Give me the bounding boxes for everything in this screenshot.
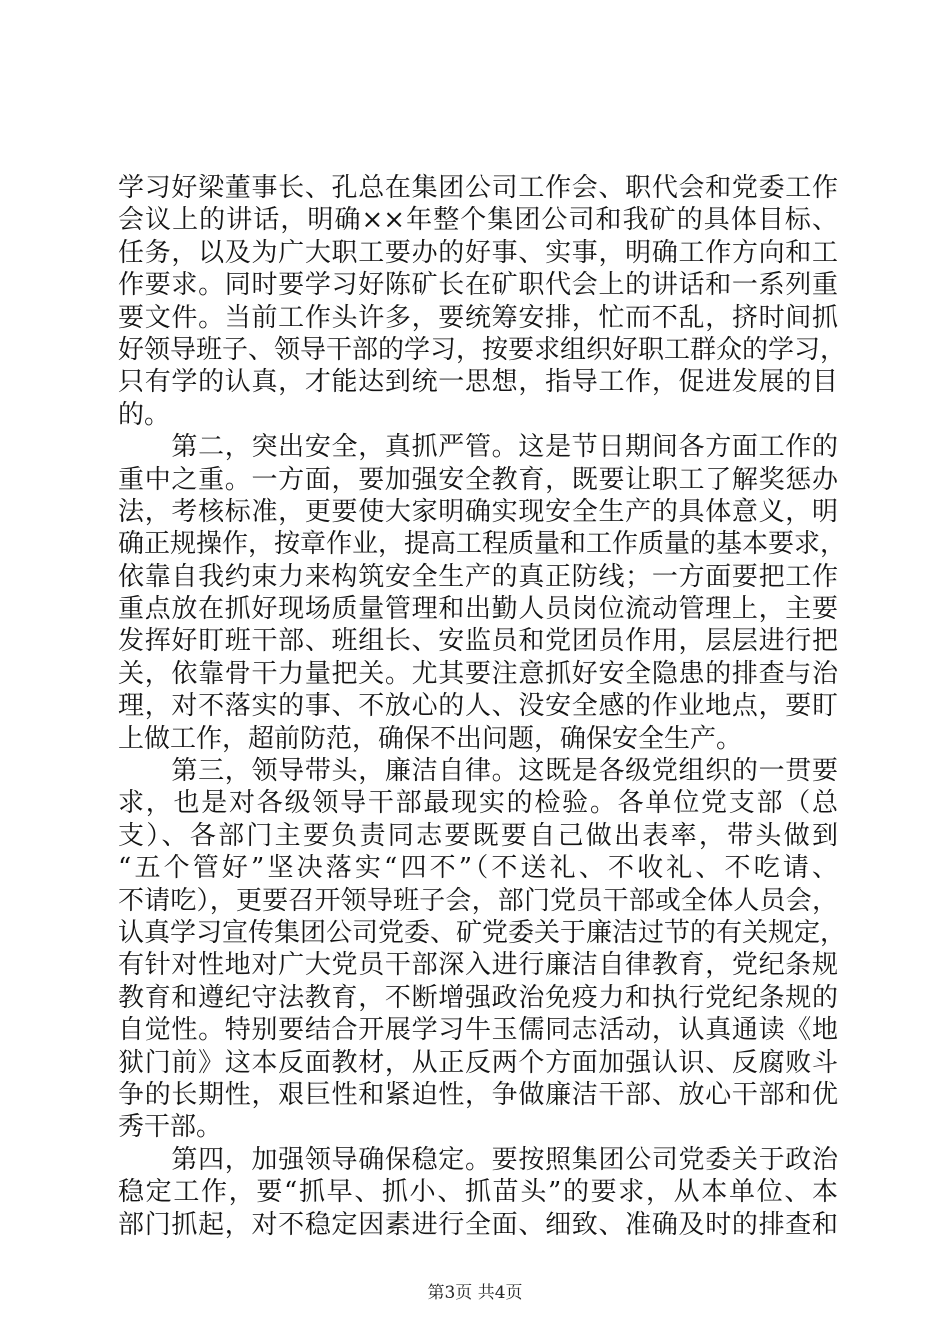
page-footer: 第3页 共4页 xyxy=(427,1283,523,1303)
text-line: 关，依靠骨干力量把关。尤其要注意抓好安全隐患的排查与治 xyxy=(118,658,838,689)
text-line: 依靠自我约束力来构筑安全生产的真正防线；一方面要把工作 xyxy=(118,561,838,592)
text-line: 教育和遵纪守法教育，不断增强政治免疫力和执行党纪条规的 xyxy=(118,982,838,1013)
text-line: 作要求。同时要学习好陈矿长在矿职代会上的讲话和一系列重 xyxy=(118,270,838,301)
text-line: 法，考核标准，更要使大家明确实现安全生产的具体意义，明 xyxy=(118,496,838,527)
text-line: 部门抓起，对不稳定因素进行全面、细致、准确及时的排查和 xyxy=(118,1209,838,1240)
document-body xyxy=(118,172,847,1241)
text-line: 发挥好盯班干部、班组长、安监员和党团员作用，层层进行把 xyxy=(118,626,838,657)
text-line: 稳定工作，要“抓早、抓小、抓苗头”的要求，从本单位、本 xyxy=(118,1177,838,1208)
text-line: “五个管好”坚决落实“四不”（不送礼、不收礼、不吃请、 xyxy=(118,853,838,884)
text-line: 学习好梁董事长、孔总在集团公司工作会、职代会和党委工作 xyxy=(118,173,838,203)
text-line: 认真学习宣传集团公司党委、矿党委关于廉洁过节的有关规定， xyxy=(118,917,847,948)
text-line: 支）、各部门主要负责同志要既要自己做出表率，带头做到 xyxy=(118,820,838,851)
text-line: 第四，加强领导确保稳定。要按照集团公司党委关于政治 xyxy=(118,1144,838,1175)
text-line: 第三，领导带头，廉洁自律。这既是各级党组织的一贯要 xyxy=(118,756,838,787)
text-line: 上做工作，超前防范，确保不出问题，确保安全生产。 xyxy=(118,723,743,754)
text-line: 只有学的认真，才能达到统一思想，指导工作，促进发展的目 xyxy=(118,367,838,398)
text-line: 第二，突出安全，真抓严管。这是节日期间各方面工作的 xyxy=(118,432,838,463)
text-line: 会议上的讲话，明确××年整个集团公司和我矿的具体目标、 xyxy=(118,205,838,236)
text-line: 的。 xyxy=(118,399,171,430)
text-line: 要文件。当前工作头许多，要统筹安排，忙而不乱，挤时间抓 xyxy=(118,302,838,333)
text-line: 求，也是对各级领导干部最现实的检验。各单位党支部（总 xyxy=(118,788,838,819)
text-line: 狱门前》这本反面教材，从正反两个方面加强认识、反腐败斗 xyxy=(118,1047,838,1078)
text-line: 重点放在抓好现场质量管理和出勤人员岗位流动管理上，主要 xyxy=(118,594,838,625)
text-line: 自觉性。特别要结合开展学习牛玉儒同志活动，认真通读《地 xyxy=(118,1015,838,1046)
text-line: 秀干部。 xyxy=(118,1112,223,1143)
text-line: 有针对性地对广大党员干部深入进行廉洁自律教育，党纪条规 xyxy=(118,950,838,981)
text-line: 确正规操作，按章作业，提高工程质量和工作质量的基本要求， xyxy=(118,529,847,560)
text-line: 好领导班子、领导干部的学习，按要求组织好职工群众的学习， xyxy=(118,334,847,365)
text-line: 任务，以及为广大职工要办的好事、实事，明确工作方向和工 xyxy=(118,237,838,268)
text-line: 重中之重。一方面，要加强安全教育，既要让职工了解奖惩办 xyxy=(118,464,838,495)
text-line: 理，对不落实的事、不放心的人、没安全感的作业地点，要盯 xyxy=(118,691,838,722)
text-line: 争的长期性，艰巨性和紧迫性，争做廉洁干部、放心干部和优 xyxy=(118,1079,838,1110)
text-line: 不请吃），更要召开领导班子会，部门党员干部或全体人员会， xyxy=(118,885,838,916)
